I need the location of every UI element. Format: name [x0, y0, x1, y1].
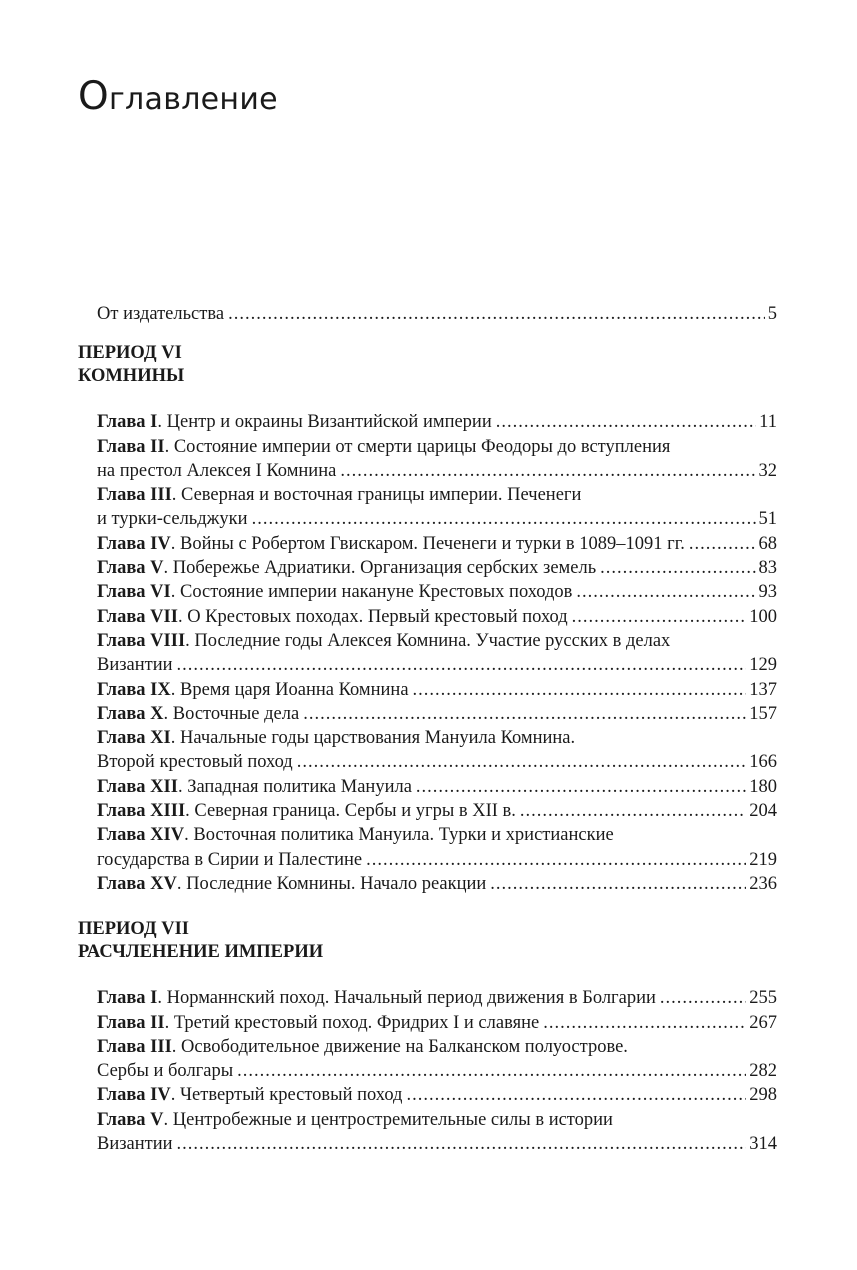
dot-leader [572, 605, 747, 629]
chapter-number: Глава III [97, 485, 172, 506]
toc-entry[interactable] [97, 1108, 777, 1157]
toc-page-number: 236 [749, 873, 777, 894]
chapter-number: Глава I [97, 988, 158, 1009]
toc-entry[interactable] [97, 799, 777, 823]
chapter-title: . Побережье Адриатики. Организация сербских земель [163, 558, 597, 579]
toc-entry[interactable] [97, 1011, 777, 1035]
dot-leader [660, 986, 746, 1010]
chapter-number: Глава VIII [97, 630, 186, 651]
chapter-number: Глава II [97, 1012, 165, 1033]
toc-page-number: 157 [749, 703, 777, 724]
chapter-number: Глава XII [97, 776, 178, 797]
chapter-number: Глава IX [97, 679, 171, 700]
toc-entry[interactable] [97, 678, 777, 702]
toc-entry[interactable] [97, 775, 777, 799]
toc-entry[interactable] [97, 435, 777, 484]
dot-leader [177, 653, 747, 677]
dot-leader [543, 1011, 746, 1035]
toc-entry[interactable] [97, 726, 777, 775]
chapter-title-line2: государства в Сирии и Палестине [97, 849, 363, 870]
toc-page-number: 83 [758, 558, 777, 579]
dot-leader [496, 410, 756, 434]
toc-page-number: 100 [749, 606, 777, 627]
dot-leader [600, 556, 755, 580]
dot-leader [413, 678, 747, 702]
chapter-number: Глава VI [97, 582, 171, 603]
dot-leader [297, 750, 747, 774]
toc-entry[interactable] [97, 629, 777, 678]
chapter-title-line1: . Последние годы Алексея Комнина. Участие русских в делах [185, 630, 671, 651]
period-heading [78, 342, 777, 388]
chapter-title: . Время царя Иоанна Комнина [170, 679, 409, 700]
chapter-title-line2: Византии [97, 655, 173, 676]
chapter-title-line1: . Состояние империи от смерти царицы Феодоры до вступления [164, 436, 671, 457]
table-of-contents [78, 302, 777, 1156]
toc-page-number: 255 [749, 988, 777, 1009]
chapter-number: Глава XI [97, 728, 171, 749]
chapter-title: . О Крестовых походах. Первый крестовый поход [177, 606, 568, 627]
toc-entry[interactable] [97, 580, 777, 604]
dot-leader [177, 1132, 747, 1156]
period-number: ПЕРИОД VI [78, 343, 182, 364]
chapter-number: Глава II [97, 436, 165, 457]
toc-entry[interactable] [97, 702, 777, 726]
title-initial: О [78, 74, 109, 119]
toc-entry[interactable] [97, 605, 777, 629]
dot-leader [228, 302, 765, 326]
chapter-number: Глава I [97, 412, 158, 433]
chapter-title: . Состояние империи накануне Крестовых походов [170, 582, 573, 603]
dot-leader [252, 507, 756, 531]
toc-entry-intro[interactable] [97, 302, 777, 326]
toc-page-number: 204 [749, 801, 777, 822]
toc-page-number: 93 [758, 582, 777, 603]
toc-page-number: 166 [749, 752, 777, 773]
page-title [78, 74, 278, 119]
spacer [97, 964, 777, 986]
toc-page-number: 32 [758, 460, 777, 481]
toc-page-number: 137 [749, 679, 777, 700]
toc-page-number: 298 [749, 1085, 777, 1106]
period-name: РАСЧЛЕНЕНИЕ ИМПЕРИИ [78, 942, 324, 963]
dot-leader [520, 799, 746, 823]
chapter-number: Глава X [97, 703, 164, 724]
chapter-number: Глава XIII [97, 801, 186, 822]
dot-leader [237, 1059, 746, 1083]
toc-page-number: 314 [749, 1134, 777, 1155]
chapter-number: Глава IV [97, 1085, 171, 1106]
toc-entry[interactable] [97, 532, 777, 556]
title-rest: главление [109, 82, 278, 117]
toc-page-number: 11 [759, 412, 777, 433]
dot-leader [416, 775, 746, 799]
chapter-title: . Войны с Робертом Гвискаром. Печенеги и турки в 1089–1091 гг. [170, 533, 685, 554]
chapter-title: . Центр и окраины Византийской империи [157, 412, 492, 433]
dot-leader [303, 702, 746, 726]
periods-container [78, 326, 777, 1156]
chapter-number: Глава VII [97, 606, 178, 627]
toc-page-number: 267 [749, 1012, 777, 1033]
toc-page-number: 129 [749, 655, 777, 676]
toc-entry[interactable] [97, 556, 777, 580]
chapter-title-line2: Сербы и болгары [97, 1061, 234, 1082]
chapter-number: Глава V [97, 558, 164, 579]
toc-entry[interactable] [97, 1083, 777, 1107]
toc-page-number: 5 [767, 304, 777, 324]
chapter-title-line1: . Северная и восточная границы империи. Печенеги [171, 485, 582, 506]
toc-page-number: 68 [758, 533, 777, 554]
period-heading [78, 918, 777, 964]
chapter-title-line2: на престол Алексея I Комнина [97, 460, 337, 481]
chapter-title: . Восточные дела [163, 703, 300, 724]
dot-leader [490, 872, 746, 896]
spacer [97, 326, 777, 342]
chapter-title-line2: и турки-сельджуки [97, 509, 248, 530]
chapter-title: . Третий крестовый поход. Фридрих I и славяне [164, 1012, 540, 1033]
spacer [97, 896, 777, 918]
period-number: ПЕРИОД VII [78, 919, 189, 940]
toc-entry[interactable] [97, 410, 777, 434]
chapter-number: Глава XV [97, 873, 177, 894]
chapter-title: . Северная граница. Сербы и угры в XII в. [185, 801, 516, 822]
chapter-title: . Западная политика Мануила [177, 776, 412, 797]
spacer [97, 388, 777, 410]
chapter-title: . Последние Комнины. Начало реакции [176, 873, 487, 894]
toc-entry[interactable] [97, 872, 777, 896]
chapter-title-line2: Второй крестовый поход [97, 752, 293, 773]
chapter-number: Глава V [97, 1109, 164, 1130]
chapter-title-line1: . Центробежные и центростремительные силы в истории [163, 1109, 613, 1130]
chapter-title: . Норманнский поход. Начальный период движения в Болгарии [157, 988, 656, 1009]
chapter-title: . Четвертый крестовый поход [170, 1085, 403, 1106]
toc-page-number: 282 [749, 1061, 777, 1082]
toc-entry[interactable] [97, 823, 777, 872]
toc-entry-label: От издательства [97, 304, 225, 324]
toc-entry[interactable] [97, 986, 777, 1010]
dot-leader [689, 532, 756, 556]
period-name: КОМНИНЫ [78, 366, 185, 387]
chapter-title-line1: . Восточная политика Мануила. Турки и христианские [184, 825, 614, 846]
dot-leader [576, 580, 755, 604]
toc-page-number: 219 [749, 849, 777, 870]
chapter-title-line2: Византии [97, 1134, 173, 1155]
chapter-number: Глава XIV [97, 825, 185, 846]
chapter-title-line1: . Освободительное движение на Балканском полуострове. [171, 1036, 628, 1057]
chapter-number: Глава III [97, 1036, 172, 1057]
toc-entry[interactable] [97, 483, 777, 532]
dot-leader [406, 1083, 746, 1107]
toc-page-number: 51 [758, 509, 777, 530]
chapter-title-line1: . Начальные годы царствования Мануила Комнина. [170, 728, 576, 749]
toc-page-number: 180 [749, 776, 777, 797]
dot-leader [340, 459, 755, 483]
dot-leader [366, 848, 746, 872]
toc-entry[interactable] [97, 1035, 777, 1084]
chapter-number: Глава IV [97, 533, 171, 554]
